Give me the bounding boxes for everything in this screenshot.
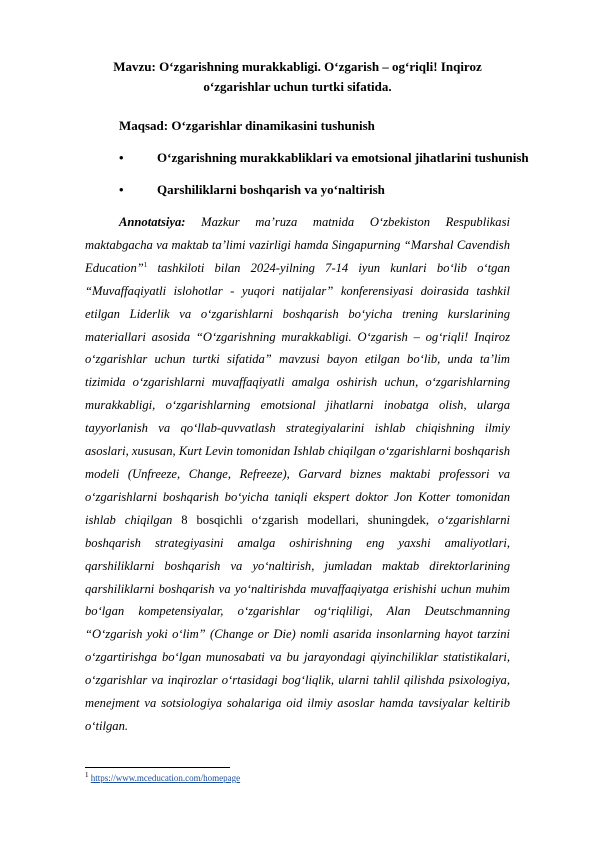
bullet-mark: • xyxy=(119,182,124,197)
annotation-label: Annotatsiya: xyxy=(119,215,186,229)
annotation-text-4: o‘zgarishlarni boshqarish strategiyasini amalga oshirishning eng yaxshi amaliyotlari, qarshiliklarni boshqarish va yo‘naltirish, jumladan maktab direktorlarining qarshiliklarni boshqarish va yo‘naltirishda muvaffaqiyatga erishishi uchun muhim bo‘lgan kompetensiyalar, o‘zgarishlar og‘riqliligi, Alan Deutschmanning “O‘zgarish yoki o‘lim” (Change or Die) nomli asarida insonlarning hayot tarzini o‘zgartirishga bo‘lgan munosabati va bu jarayondagi qiyinchiliklar statistikalari, o‘zgarishlar va inqirozlar o‘rtasidagi bog‘liqlik, ularni tahlil qilishda psixologiya, menejment va sotsiologiya sohalariga oid ilmiy asoslar hamda tavsiyalar keltirib o‘tilgan. xyxy=(85,512,511,733)
footnote-reference[interactable]: 1 xyxy=(143,260,148,269)
footnote-divider xyxy=(85,767,230,768)
bullet-text: O‘zgarishning murakkabliklari va emotsional jihatlarini tushunish xyxy=(157,150,529,165)
footnote xyxy=(85,771,240,783)
annotation-text-2: tashkiloti bilan 2024-yilning 7-14 iyun kunlari bo‘lib o‘tgan “Muvaffaqiyatli islohotlar - yuqori natijalar” konferensiyasi doirasida tashkil etilgan Liderlik va o‘zgarishlarni boshqarish bo‘yicha trening kurslarining materiallari asosida “O‘zgarishning murakkabligi. O‘zgarish – og‘riqli! Inqiroz o‘zgarishlar uchun turtki sifatida” mavzusi bayon etilgan bo‘lib, unda ta’lim tizimida o‘zgarishlarni muvaffaqiyatli amalga oshirish uchun, o‘zgarishlarning murakkabligi, o‘zgarishlarning emotsional jihatlarni inobatga olish, ularga tayyorlanish va qo‘llab-quvvatlash strategiyalarini ishlab chiqishning ilmiy asoslari, xususan, Kurt Levin tomonidan Ishlab chiqilgan o‘zgarishlarni boshqarish modeli (Unfreeze, Change, Refreeze), Garvard biznes maktabi professori va o‘zgarishlarni boshqarish bo‘yicha taniqli ekspert doktor Jon Kotter tomonidan ishlab chiqilgan xyxy=(85,260,510,527)
footnote-number: 1 xyxy=(85,771,89,779)
page-title xyxy=(85,57,510,97)
title-line-1: Mavzu: O‘zgarishning murakkabligi. O‘zgarish – og‘riqli! Inqiroz xyxy=(113,59,482,74)
bullet-mark: • xyxy=(119,150,124,165)
bullet-item xyxy=(119,150,529,166)
annotation-paragraph xyxy=(85,211,510,738)
bullet-text: Qarshiliklarni boshqarish va yo‘naltirish xyxy=(157,182,385,197)
annotation-text-3: 8 bosqichli o‘zgarish modellari, shuningdek, xyxy=(172,512,429,527)
bullet-item xyxy=(119,182,385,198)
annotation-text-1: Mazkur ma’ruza matnida O‘zbekiston Respublikasi maktabgacha va maktab ta’limi vazirligi hamda Singapurning “Marshal Cavendish Education” xyxy=(85,215,510,275)
title-line-2: o‘zgarishlar uchun turtki sifatida. xyxy=(203,79,392,94)
goal-heading: Maqsad: O‘zgarishlar dinamikasini tushunish xyxy=(119,118,375,133)
footnote-link[interactable]: https://www.mceducation.com/homepage xyxy=(90,773,241,783)
